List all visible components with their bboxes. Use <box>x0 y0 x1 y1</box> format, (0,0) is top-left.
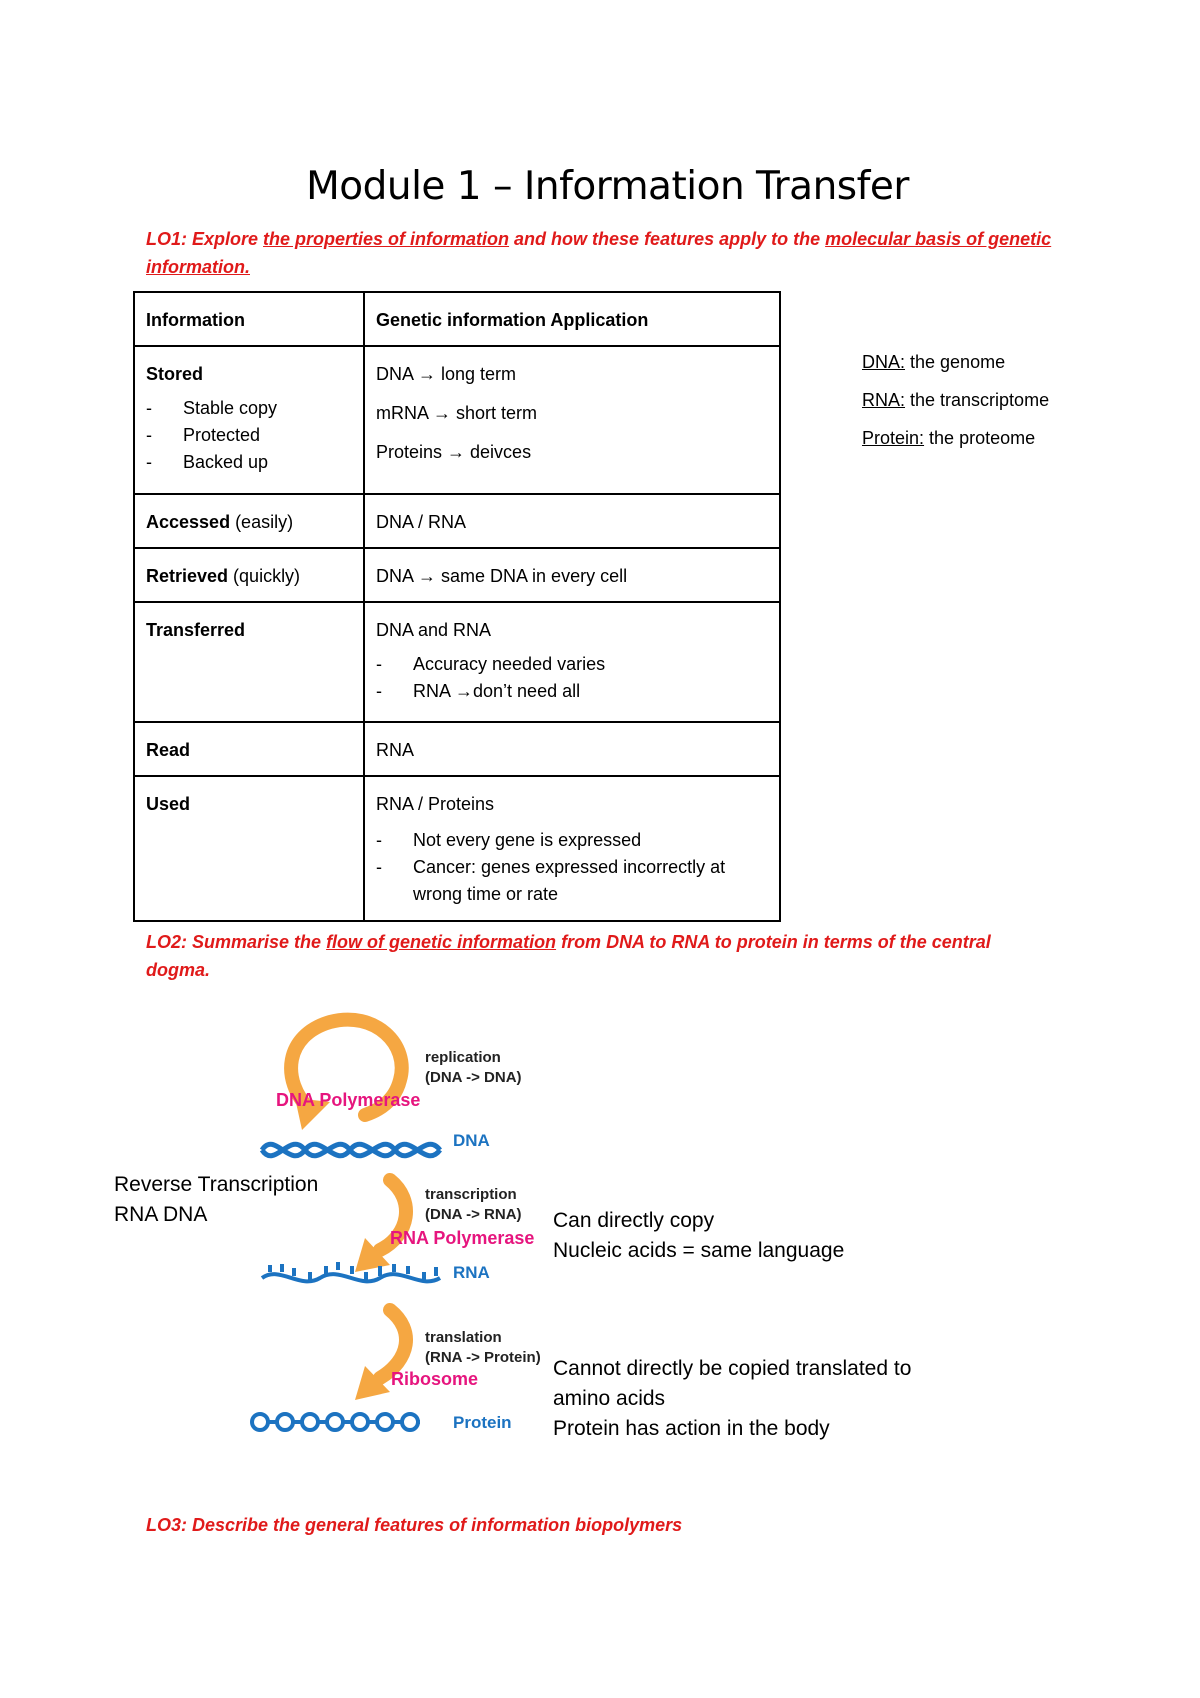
lo2-suffix: from DNA to RNA to protein in terms of the central dogma. <box>146 932 991 980</box>
rna-label: RNA <box>453 1263 490 1282</box>
replication-text: replication <box>425 1049 501 1066</box>
lo2-objective <box>146 928 1026 984</box>
list-item: - Backed up <box>146 449 353 476</box>
side-term: DNA: <box>862 352 906 372</box>
translation-sub: (RNA -> Protein) <box>425 1349 541 1366</box>
translation-arrow <box>380 1310 406 1378</box>
lo2-underline-flow: flow of genetic information <box>326 932 557 952</box>
cell-used <box>134 776 364 921</box>
table-row-accessed <box>134 494 780 548</box>
accessed-suffix: (easily) <box>230 512 294 532</box>
lo2-prefix: LO2: Summarise the <box>146 932 327 952</box>
list-item: - Accuracy needed varies <box>376 651 769 678</box>
header-information: Information <box>134 292 364 346</box>
table-header-row <box>134 292 780 346</box>
information-table <box>133 291 781 922</box>
dna-helix <box>262 1144 440 1156</box>
table-row-used <box>134 776 780 921</box>
accessed-label: Accessed <box>146 512 231 532</box>
copy-line-1: Can directly copy <box>553 1209 715 1232</box>
replication-sub: (DNA -> DNA) <box>425 1069 522 1086</box>
lo3-objective: LO3: Describe the general features of information biopolymers <box>146 1515 683 1535</box>
table-row-retrieved <box>134 548 780 602</box>
side-term: Protein: <box>862 428 925 448</box>
cell-retrieved <box>134 548 364 602</box>
used-list <box>376 827 769 908</box>
table-row-stored <box>134 346 780 494</box>
rna-polymerase-label: RNA Polymerase <box>390 1228 535 1248</box>
transcription-sub: (DNA -> RNA) <box>425 1206 522 1223</box>
reverse-sub: RNA DNA <box>114 1203 208 1226</box>
side-text: the transcriptome <box>905 390 1050 410</box>
cell-accessed-application: DNA / RNA <box>364 494 780 548</box>
list-item: - Cancer: genes expressed incorrectly at wrong time or rate <box>376 854 769 908</box>
protein-label: Protein <box>453 1413 512 1432</box>
cell-read <box>134 722 364 776</box>
transferred-label: Transferred <box>146 620 246 640</box>
used-value: RNA / Proteins <box>376 794 495 814</box>
lo1-prefix: LO1: Explore <box>146 229 264 249</box>
translation-line-2: amino acids <box>553 1387 666 1410</box>
side-text: the proteome <box>924 428 1036 448</box>
cell-accessed <box>134 494 364 548</box>
lo1-underline-properties: the properties of information <box>263 229 510 249</box>
cell-read-application: RNA <box>364 722 780 776</box>
side-notes <box>862 352 1049 466</box>
replication-label <box>425 1048 522 1088</box>
cell-used-application <box>364 776 780 921</box>
side-text: the genome <box>905 352 1006 372</box>
stored-line-proteins: Proteins → deivces <box>376 442 532 462</box>
side-note-rna <box>862 390 1049 428</box>
side-note-dna <box>862 352 1049 390</box>
stored-list <box>146 395 353 476</box>
cell-stored <box>134 346 364 494</box>
lo1-underline-molecular: molecular basis of genetic information. <box>146 229 1052 277</box>
reverse-title: Reverse Transcription <box>114 1173 319 1196</box>
ribosome-label: Ribosome <box>391 1369 479 1389</box>
translation-note <box>553 1354 911 1444</box>
header-genetic-application: Genetic information Application <box>364 292 780 346</box>
lo1-middle: and how these features apply to the <box>509 229 826 249</box>
translation-line-1: Cannot directly be copied translated to <box>553 1357 912 1380</box>
retrieved-label: Retrieved <box>146 566 229 586</box>
list-item: - RNA →don’t need all <box>376 678 769 705</box>
transcription-text: transcription <box>425 1186 517 1203</box>
table-row-read <box>134 722 780 776</box>
side-term: RNA: <box>862 390 906 410</box>
transcription-label <box>425 1185 522 1225</box>
read-label: Read <box>146 740 191 760</box>
translation-line-3: Protein has action in the body <box>553 1417 830 1440</box>
stored-label: Stored <box>146 364 204 384</box>
cell-stored-application <box>364 346 780 494</box>
translation-text: translation <box>425 1329 502 1346</box>
lo1-objective <box>146 225 1086 281</box>
copy-line-2: Nucleic acids = same language <box>553 1239 845 1262</box>
side-note-protein <box>862 428 1049 466</box>
list-item: - Not every gene is expressed <box>376 827 769 854</box>
used-label: Used <box>146 794 191 814</box>
table-row-transferred <box>134 602 780 722</box>
stored-line-dna: DNA → long term <box>376 364 517 384</box>
page-title: Module 1 – Information Transfer <box>306 164 909 209</box>
reverse-transcription-note <box>114 1170 318 1230</box>
dna-polymerase-label: DNA Polymerase <box>276 1090 421 1110</box>
protein-chain <box>252 1414 420 1430</box>
translation-label <box>425 1328 541 1368</box>
copy-note <box>553 1206 844 1266</box>
retrieved-suffix: (quickly) <box>228 566 301 586</box>
stored-line-mrna: mRNA → short term <box>376 403 538 423</box>
list-item: - Stable copy <box>146 395 353 422</box>
transferred-value: DNA and RNA <box>376 620 492 640</box>
cell-retrieved-application: DNA → same DNA in every cell <box>364 548 780 602</box>
cell-transferred <box>134 602 364 722</box>
transferred-list <box>376 651 769 705</box>
list-item: - Protected <box>146 422 353 449</box>
cell-transferred-application <box>364 602 780 722</box>
rna-strand <box>262 1262 440 1281</box>
dna-label: DNA <box>453 1131 490 1150</box>
